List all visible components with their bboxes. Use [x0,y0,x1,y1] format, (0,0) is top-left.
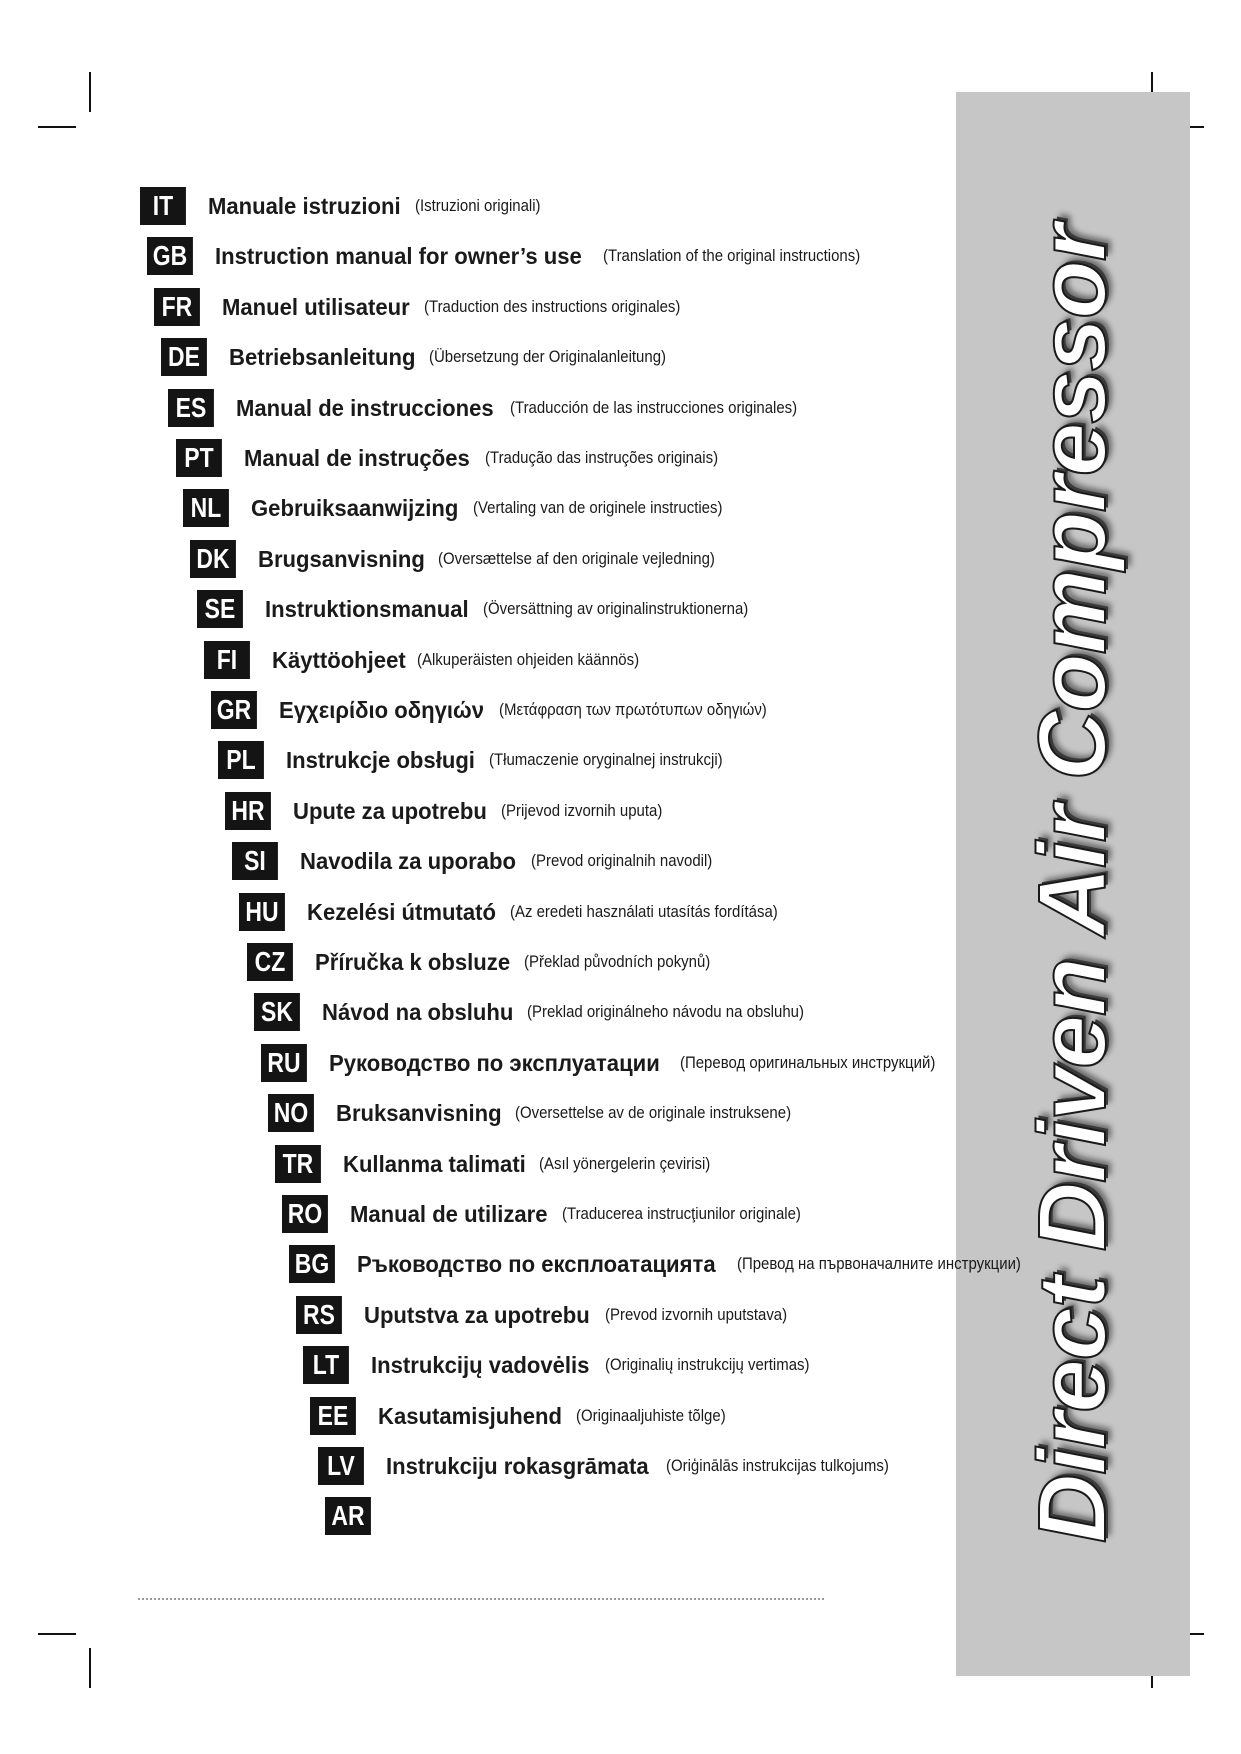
manual-subtitle: (Originaaljuhiste tõlge) [575,1406,726,1425]
language-entry-ro [282,1194,833,1234]
language-entry-no [268,1093,828,1133]
language-entry-nl [183,488,756,528]
language-entry-si [232,841,737,881]
manual-title: Návod na obsluhu [322,998,514,1025]
manual-title: Gebruiksaanwijzing [251,494,459,521]
language-code-badge: SK [254,993,300,1031]
crop-mark-top-left-horizontal [38,126,76,128]
manual-title: Betriebsanleitung [229,343,416,370]
manual-title: Manuel utilisateur [222,293,410,320]
language-entry-hr [225,791,684,831]
language-code-badge: HU [239,893,285,931]
language-entry-pl [218,740,754,780]
manual-title: Uputstva za upotrebu [364,1301,590,1328]
language-code-badge: FR [154,288,200,326]
language-code-badge: NL [183,489,229,527]
manual-subtitle: (Překlad původních pokynů) [524,952,711,971]
manual-title: Navodila za uporabo [300,847,516,874]
language-code-badge: EE [310,1397,356,1435]
language-entry-fi [204,640,670,680]
manual-title: Ръководство по експлоатацията [357,1250,716,1277]
language-entry-tr [275,1144,734,1184]
language-code-badge: NO [268,1094,314,1132]
footer-dotted-divider [138,1598,824,1600]
language-code-badge: BG [289,1245,335,1283]
language-code-badge: PT [176,439,222,477]
language-code-badge: PL [218,741,264,779]
language-entry-rs [296,1295,812,1335]
manual-subtitle: (Az eredeti használati utasítás fordítása) [509,902,778,921]
manual-subtitle: (Traduction des instructions originales) [423,297,680,316]
manual-subtitle: (Vertaling van de originele instructies) [473,498,723,517]
manual-title: Instruction manual for owner’s use [215,242,582,269]
language-code-badge: AR [325,1497,371,1535]
manual-subtitle: (Preklad originálneho návodu na obsluhu) [527,1002,805,1021]
manual-subtitle: (Översättning av originalinstruktionerna) [483,599,749,618]
language-entry-de [161,337,699,377]
language-code-badge: LT [303,1346,349,1384]
language-code-badge: LV [318,1447,364,1485]
language-entry-ee [310,1396,746,1436]
manual-title: Kezelési útmutató [307,898,496,925]
crop-mark-bottom-left-horizontal [38,1633,76,1635]
manual-title: Instrukcje obsługi [286,746,475,773]
manual-subtitle: (Перевод оригинальных инструкций) [679,1053,935,1072]
language-code-badge: RO [282,1195,328,1233]
manual-subtitle: (Tłumaczenie oryginalnej instrukcji) [488,750,723,769]
language-code-badge: SE [197,590,243,628]
manual-subtitle: (Translation of the original instructions) [603,246,861,265]
manual-subtitle: (Alkuperäisten ohjeiden käännös) [417,650,640,669]
language-code-badge: RU [261,1044,307,1082]
language-entry-fr [154,287,715,327]
language-code-badge: DK [190,540,236,578]
language-entry-bg [289,1244,1059,1284]
language-entry-lv [318,1446,919,1486]
language-entry-sk [254,992,842,1032]
language-code-badge: IT [140,187,186,225]
manual-title: Kasutamisjuhend [378,1402,563,1429]
manual-subtitle: (Asıl yönergelerin çevirisi) [539,1154,711,1173]
language-entry-ru [261,1043,970,1083]
crop-mark-top-left-vertical [89,72,91,112]
language-entry-ar [325,1496,399,1536]
manual-subtitle: (Traducerea instrucţiunilor originale) [561,1204,801,1223]
language-code-badge: ES [168,389,214,427]
language-entry-se [197,589,785,629]
manual-subtitle: (Μετάφραση των πρωτότυπων οδηγιών) [498,700,767,719]
manual-subtitle: (Istruzioni originali) [414,196,541,215]
language-entry-hu [239,892,814,932]
language-code-badge: RS [296,1296,342,1334]
manual-title: Manual de utilizare [350,1200,548,1227]
language-code-badge: TR [275,1145,321,1183]
manual-title: Příručka k obsluze [315,948,511,975]
manual-title: Руководство по эксплуатации [329,1049,660,1076]
language-code-badge: FI [204,641,250,679]
manual-title: Instrukciju rokasgrāmata [386,1452,649,1479]
language-code-badge: SI [232,842,278,880]
manual-subtitle: (Originalių instrukcijų vertimas) [604,1355,810,1374]
language-entry-dk [190,539,752,579]
manual-title: Εγχειρίδιο οδηγιών [279,696,484,723]
language-entry-cz [247,942,736,982]
language-entry-es [168,388,837,428]
manual-subtitle: (Oversettelse av de originale instruksene) [514,1103,791,1122]
manual-title: Instruktionsmanual [265,595,469,622]
language-entry-it [140,186,557,226]
language-code-badge: DE [161,338,207,376]
manual-subtitle: (Oversættelse af den originale vejledning) [437,549,715,568]
language-entry-gr [211,690,803,730]
manual-title: Upute za upotrebu [293,797,487,824]
manual-subtitle: (Tradução das instruções originais) [485,448,719,467]
language-code-badge: GR [211,691,257,729]
manual-title: Instrukcijų vadovėlis [371,1351,590,1378]
language-code-badge: HR [225,792,271,830]
manual-title: Käyttöohjeet [272,646,406,673]
manual-title: Bruksanvisning [336,1099,502,1126]
manual-title: Manual de instrucciones [236,394,494,421]
crop-mark-bottom-left-vertical [89,1648,91,1688]
manual-subtitle: (Übersetzung der Originalanleitung) [429,347,667,366]
language-code-badge: GB [147,237,193,275]
language-entry-gb [147,236,895,276]
manual-subtitle: (Prevod originalnih navodil) [530,851,713,870]
language-entry-lt [303,1345,837,1385]
manual-title: Kullanma talimati [343,1150,526,1177]
language-code-badge: CZ [247,943,293,981]
manual-subtitle: (Oriģinālās instrukcijas tulkojums) [665,1456,889,1475]
manual-subtitle: (Traducción de las instrucciones originales) [510,398,798,417]
manual-title: Brugsanvisning [258,545,425,572]
manual-subtitle: (Prijevod izvornih uputa) [500,801,663,820]
language-entry-pt [176,438,750,478]
manual-subtitle: (Превод на първоначалните инструкции) [736,1254,1021,1273]
cover-title: Direct Driven Air Compressor [1019,224,1126,1544]
manual-title: Manual de instruções [244,444,470,471]
manual-title: Manuale istruzioni [208,192,401,219]
manual-subtitle: (Prevod izvornih uputstava) [605,1305,788,1324]
